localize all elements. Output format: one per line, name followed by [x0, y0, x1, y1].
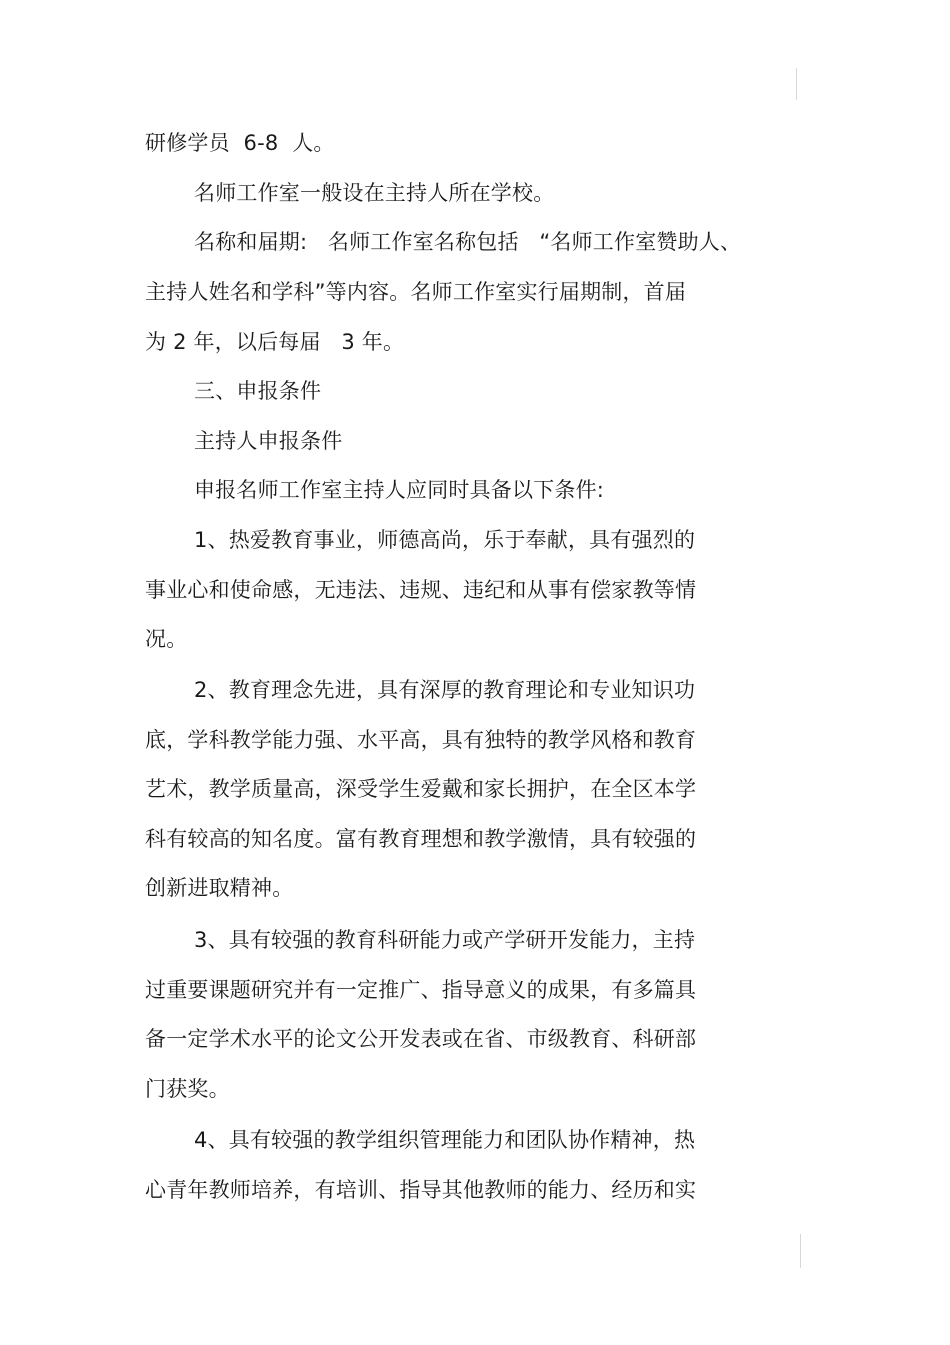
text-line: 名称和届期: 名师工作室名称包括 “名师工作室赞助人、	[194, 230, 742, 254]
text-line: 主持人姓名和学科”等内容。名师工作室实行届期制，首届	[145, 280, 687, 304]
section-heading: 三、申报条件	[194, 379, 322, 403]
text-line: 名师工作室一般设在主持人所在学校。	[194, 181, 555, 205]
list-item-line: 科有较高的知名度。富有教育理想和教学激情，具有较强的	[145, 827, 697, 851]
list-item-line: 底，学科教学能力强、水平高，具有独特的教学风格和教育	[145, 728, 697, 752]
text-line: 申报名师工作室主持人应同时具备以下条件:	[194, 478, 605, 502]
subsection-heading: 主持人申报条件	[194, 429, 343, 453]
list-item-line: 创新进取精神。	[145, 876, 294, 900]
list-item-line: 1、热爱教育事业，师德高尚，乐于奉献，具有强烈的	[194, 528, 696, 552]
list-item-line: 事业心和使命感，无违法、违规、违纪和从事有偿家教等情	[145, 578, 697, 602]
list-item-line: 艺术，教学质量高，深受学生爱戴和家长拥护，在全区本学	[145, 777, 697, 801]
list-item-line: 备一定学术水平的论文公开发表或在省、市级教育、科研部	[145, 1027, 697, 1051]
list-item-line: 门获奖。	[145, 1077, 230, 1101]
page-edge-mark-top	[796, 68, 797, 100]
list-item-line: 3、具有较强的教育科研能力或产学研开发能力，主持	[194, 928, 696, 952]
list-item-line: 2、教育理念先进，具有深厚的教育理论和专业知识功	[194, 678, 696, 702]
page-edge-mark-bottom	[800, 1234, 801, 1268]
list-item-line: 4、具有较强的教学组织管理能力和团队协作精神，热	[194, 1128, 696, 1152]
list-item-line: 过重要课题研究并有一定推广、指导意义的成果，有多篇具	[145, 978, 697, 1002]
text-line: 研修学员 6-8 人。	[145, 131, 335, 155]
text-line: 为 2 年，以后每届 3 年。	[145, 330, 405, 354]
list-item-line: 况。	[145, 627, 188, 651]
list-item-line: 心青年教师培养，有培训、指导其他教师的能力、经历和实	[145, 1178, 697, 1202]
